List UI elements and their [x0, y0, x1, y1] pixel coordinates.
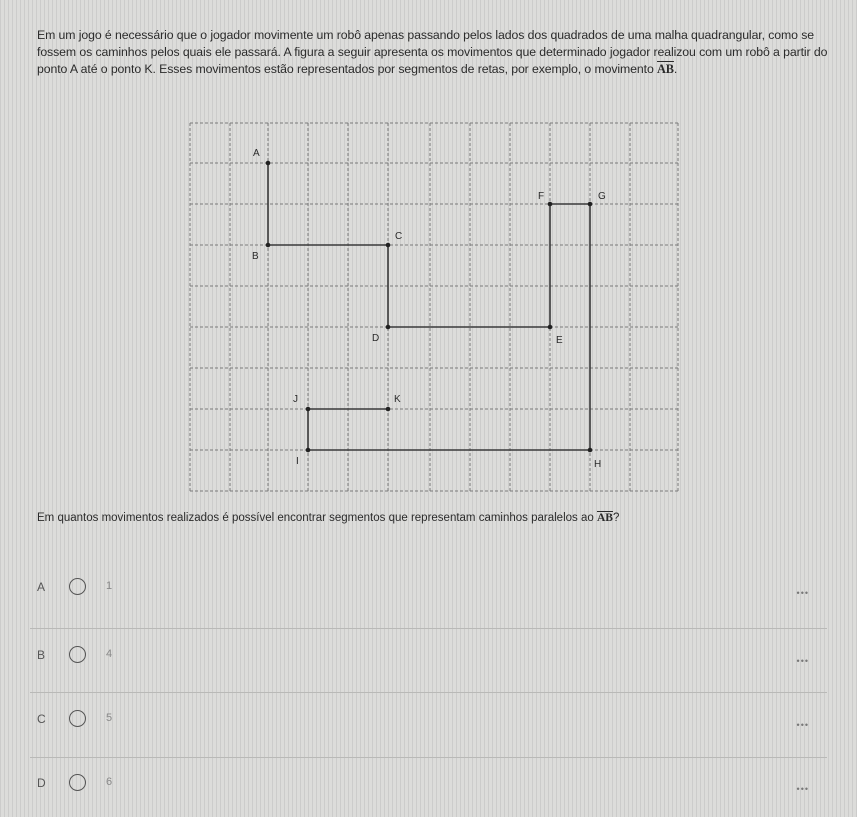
point-label-f: F	[538, 191, 545, 202]
point-label-j: J	[293, 394, 298, 405]
more-options-icon[interactable]: •••	[796, 720, 809, 730]
question-end: .	[673, 62, 678, 76]
point-label-c: C	[395, 231, 403, 242]
point-label-i: I	[296, 456, 299, 467]
point-label-e: E	[556, 335, 563, 346]
option-value: 4	[106, 648, 113, 660]
option-d-radio[interactable]	[69, 774, 86, 791]
point-labels	[252, 148, 606, 470]
point-label-b: B	[252, 251, 259, 262]
point-label-g: G	[598, 191, 606, 202]
option-a-radio[interactable]	[69, 578, 86, 595]
option-c[interactable]	[0, 702, 857, 742]
option-letter: B	[37, 648, 46, 662]
question-segment-label: $\overline{AB}$	[657, 62, 674, 76]
more-options-icon[interactable]: •••	[796, 588, 809, 598]
option-value: 5	[106, 712, 113, 724]
robot-path	[268, 163, 590, 450]
option-letter: A	[37, 580, 46, 594]
point-c	[386, 243, 391, 248]
option-letter: D	[37, 776, 46, 790]
point-label-h: H	[594, 459, 602, 470]
point-h	[588, 448, 593, 453]
prompt-end: ?	[612, 512, 620, 524]
point-j	[306, 407, 311, 412]
prompt-body: Em quantos movimentos realizados é possível encontrar segmentos que representam caminhos paralelos ao	[37, 512, 594, 524]
grid-diagram	[180, 115, 690, 510]
point-a	[266, 161, 271, 166]
more-options-icon[interactable]: •••	[796, 784, 809, 794]
point-e	[548, 325, 553, 330]
point-k	[386, 407, 391, 412]
option-a[interactable]	[0, 570, 857, 610]
point-b	[266, 243, 271, 248]
option-divider	[30, 692, 827, 693]
option-d[interactable]	[0, 766, 857, 806]
question-body: Em um jogo é necessário que o jogador movimente um robô apenas passando pelos lados dos quadrados de uma malha quadrangular, como se fossem os caminhos pelos quais ele passará. A figura a seguir apresenta os movimentos que determinado jogador realizou com um robô a partir do ponto A até o ponto K. Esses movimentos estão representados por segmentos de retas, por exemplo, o movimento	[37, 28, 828, 76]
grid-figure	[180, 115, 690, 510]
point-label-k: K	[394, 394, 401, 405]
prompt-segment-label: $\overline{AB}$	[596, 512, 613, 524]
option-divider	[30, 757, 827, 758]
point-label-d: D	[372, 333, 380, 344]
prompt-text	[37, 510, 847, 526]
more-options-icon[interactable]: •••	[796, 656, 809, 666]
option-b[interactable]	[0, 638, 857, 678]
option-value: 1	[106, 580, 113, 592]
grid-lines	[190, 123, 678, 491]
question-text	[37, 27, 837, 78]
option-value: 6	[106, 776, 113, 788]
point-d	[386, 325, 391, 330]
option-divider	[30, 628, 827, 629]
option-letter: C	[37, 712, 46, 726]
point-g	[588, 202, 593, 207]
option-b-radio[interactable]	[69, 646, 86, 663]
option-c-radio[interactable]	[69, 710, 86, 727]
point-label-a: A	[253, 148, 260, 159]
point-f	[548, 202, 553, 207]
point-i	[306, 448, 311, 453]
